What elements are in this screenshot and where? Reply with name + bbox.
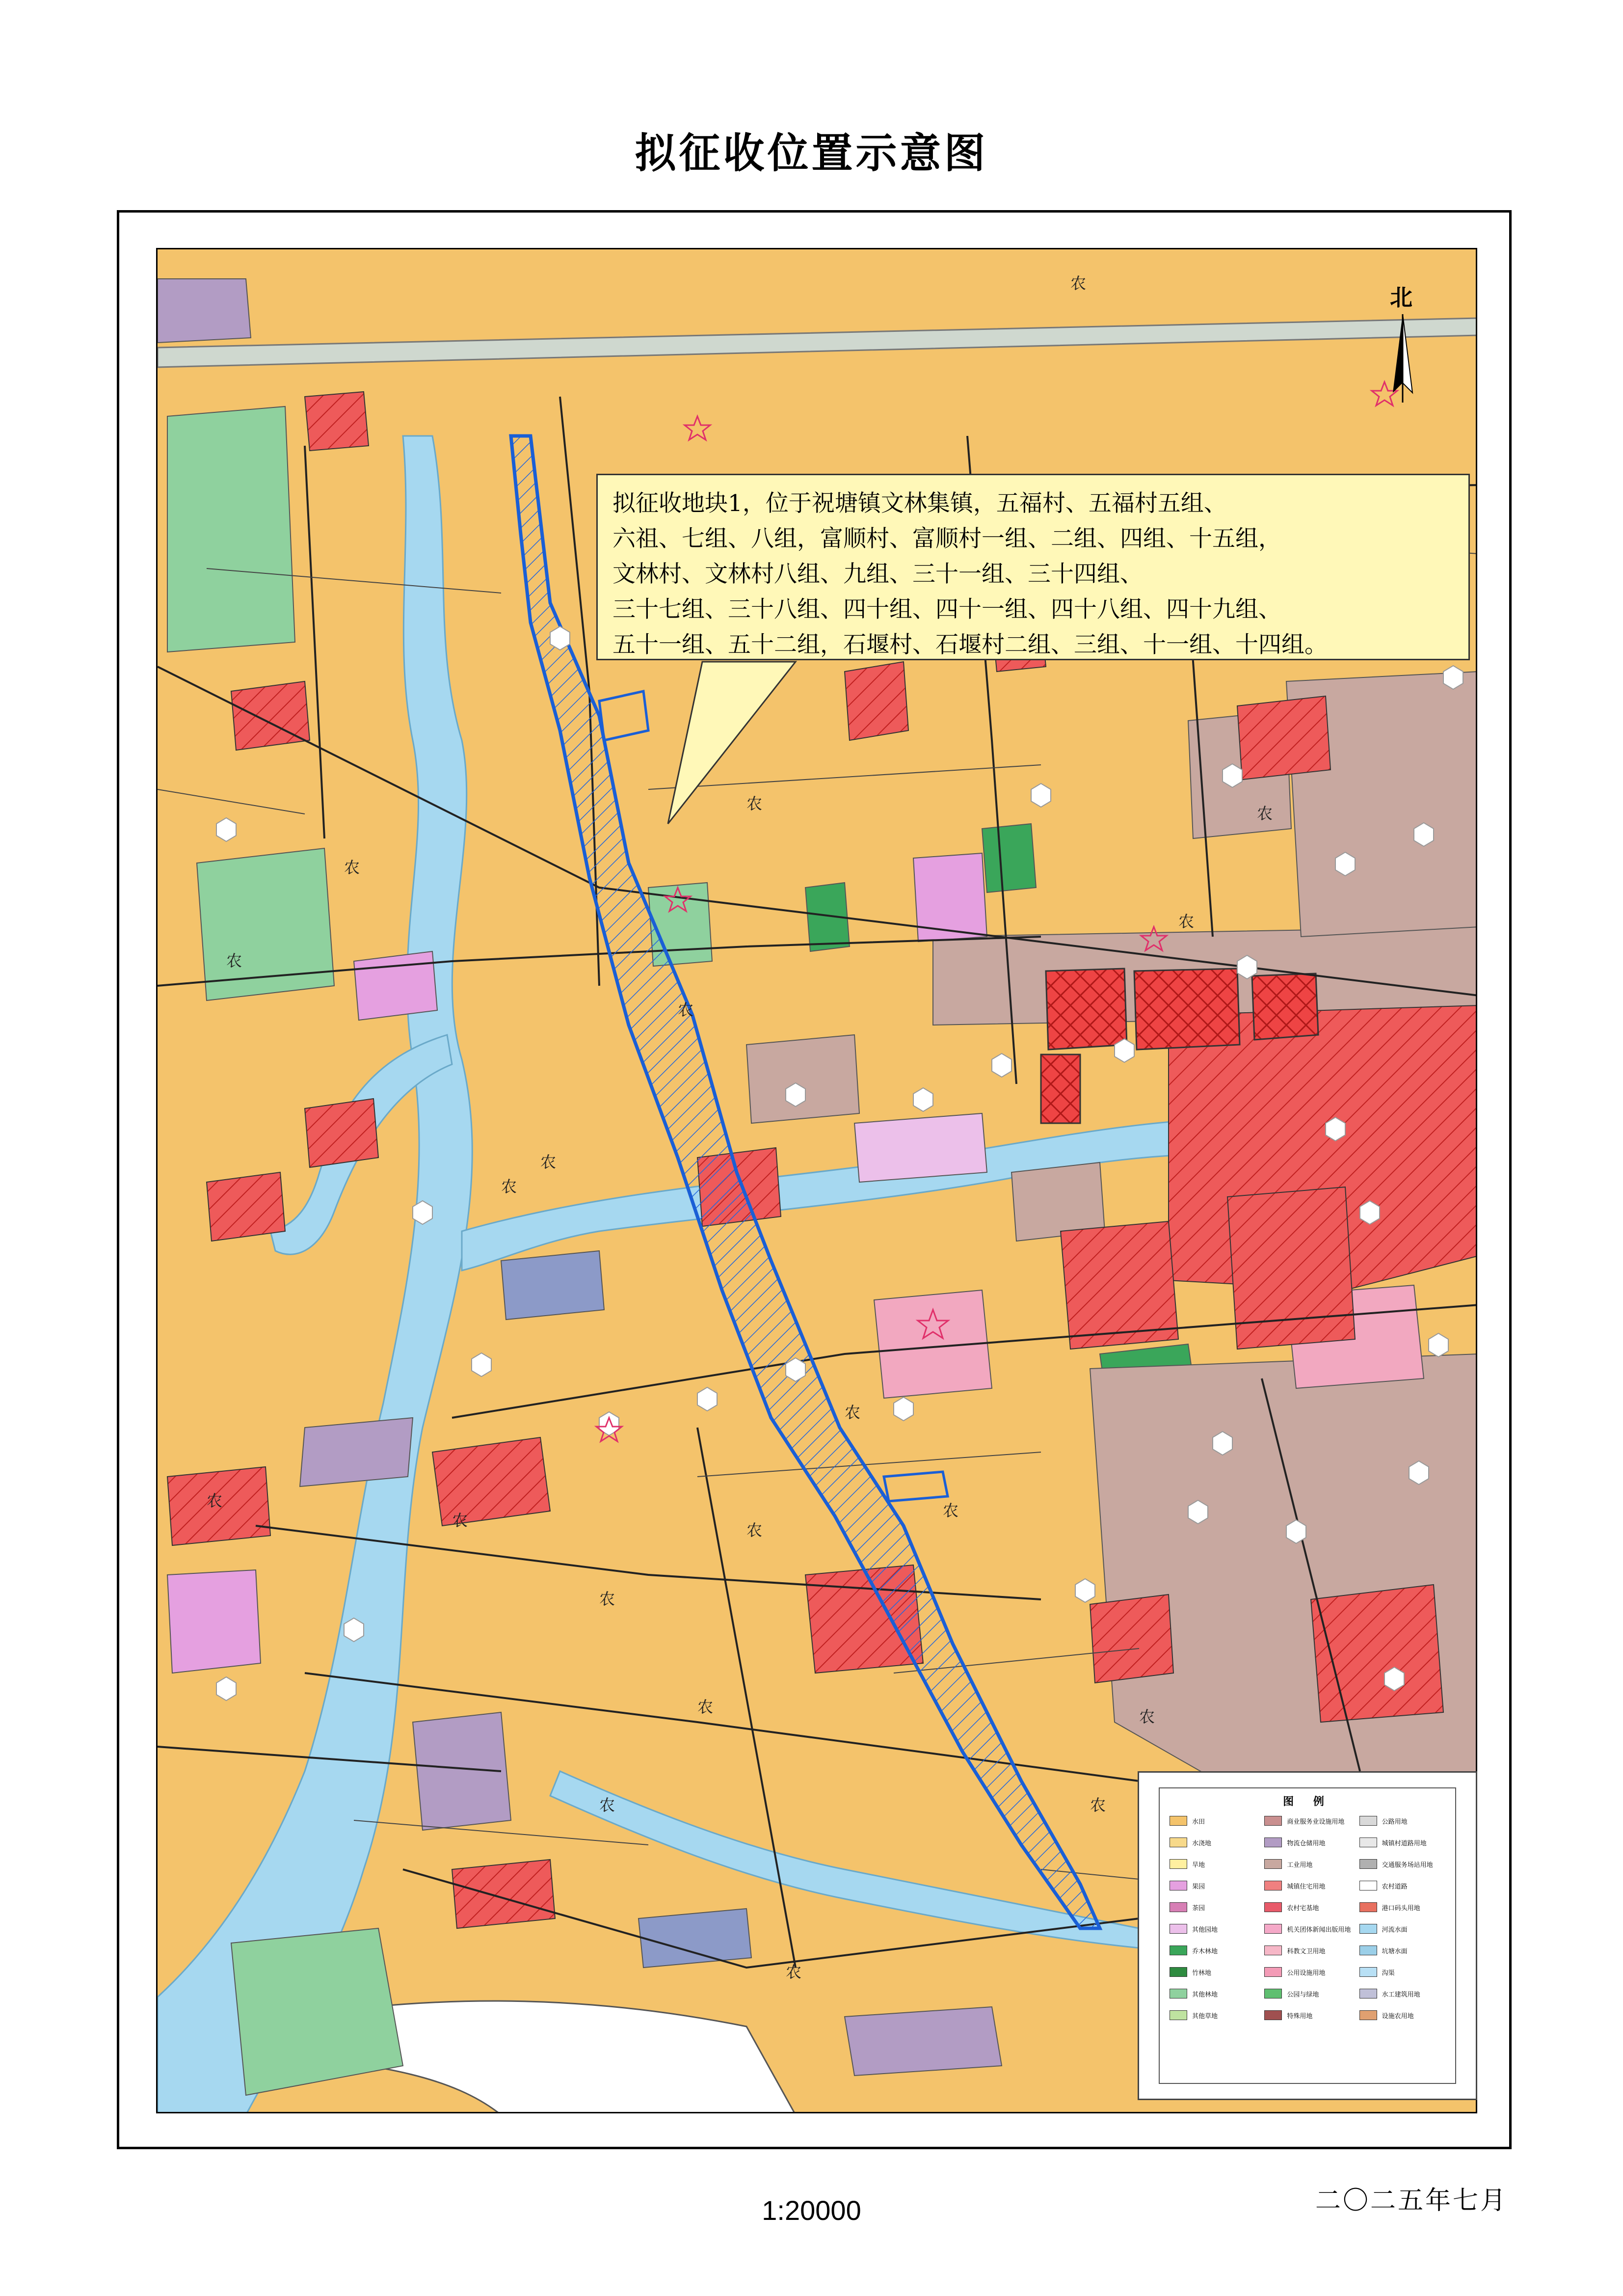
legend-item [1359, 1880, 1450, 1891]
legend-label: 城镇住宅用地 [1287, 1883, 1326, 1891]
legend-label: 港口码头用地 [1382, 1904, 1420, 1912]
legend-swatch [1264, 1837, 1282, 1847]
legend-swatch [1170, 1837, 1187, 1847]
legend-swatch [1170, 1859, 1187, 1869]
legend-frame [1159, 1787, 1456, 2084]
legend-label: 特殊用地 [1287, 2012, 1313, 2020]
legend-label: 科教文卫用地 [1287, 1947, 1326, 1955]
legend-label: 公园与绿地 [1287, 1991, 1319, 1999]
legend-label: 其他园地 [1192, 1926, 1218, 1934]
map-label: 农 [845, 1403, 861, 1422]
legend-swatch [1359, 1881, 1377, 1891]
legend-label: 水工建筑用地 [1382, 1991, 1420, 1999]
legend-item [1264, 1859, 1355, 1869]
legend-item [1359, 1902, 1450, 1913]
legend-label: 沟渠 [1382, 1969, 1395, 1977]
legend-label: 工业用地 [1287, 1861, 1313, 1869]
date-label: 二〇二五年七月 [1315, 2186, 1508, 2215]
parcel-description-callout [596, 474, 1470, 660]
scale-label: 1:20000 [762, 2195, 861, 2226]
map-label: 农 [943, 1501, 959, 1520]
legend-item [1359, 1815, 1450, 1826]
legend-swatch [1170, 1924, 1187, 1934]
map-legend [1138, 1771, 1477, 2100]
legend-item [1264, 1945, 1355, 1956]
legend-swatch [1359, 2010, 1377, 2020]
north-arrow-icon [1388, 285, 1417, 407]
map-label: 农 [540, 1153, 557, 1171]
legend-swatch [1359, 1967, 1377, 1977]
legend-item [1359, 2010, 1450, 2021]
legend-label: 城镇村道路用地 [1382, 1839, 1427, 1847]
legend-label: 竹林地 [1192, 1969, 1212, 1977]
legend-item [1170, 1923, 1260, 1934]
legend-item [1359, 1988, 1450, 1999]
callout-line-1: 拟征收地块1，位于祝塘镇文林集镇，五福村、五福村五组、 [612, 490, 1227, 517]
legend-swatch [1264, 2010, 1282, 2020]
map-label: 农 [1139, 1707, 1155, 1726]
legend-item [1264, 1967, 1355, 1977]
legend-item [1264, 1923, 1355, 1934]
legend-item [1264, 1902, 1355, 1913]
legend-label: 水田 [1192, 1818, 1205, 1826]
map-label: 农 [226, 951, 242, 970]
legend-item [1359, 1967, 1450, 1977]
legend-item [1170, 1945, 1260, 1956]
legend-grid [1170, 1815, 1450, 2021]
callout-line-5: 五十一组、五十二组，石堰村、石堰村二组、三组、十一组、十四组。 [612, 631, 1328, 658]
map-label: 农 [599, 1590, 615, 1608]
legend-item [1170, 2010, 1260, 2021]
map-label: 农 [697, 1698, 714, 1716]
legend-swatch [1264, 1881, 1282, 1891]
legend-item [1170, 1967, 1260, 1977]
legend-label: 水浇地 [1192, 1839, 1212, 1847]
legend-swatch [1264, 1816, 1282, 1826]
legend-swatch [1264, 1989, 1282, 1999]
legend-label: 机关团体新闻出版用地 [1287, 1926, 1351, 1934]
legend-label: 农村道路 [1382, 1883, 1408, 1891]
legend-swatch [1170, 1989, 1187, 1999]
legend-label: 其他草地 [1192, 2012, 1218, 2020]
legend-label: 坑塘水面 [1382, 1947, 1408, 1955]
legend-swatch [1359, 1816, 1377, 1826]
legend-item [1264, 1880, 1355, 1891]
legend-swatch [1359, 1837, 1377, 1847]
legend-item [1170, 1880, 1260, 1891]
legend-swatch [1264, 1859, 1282, 1869]
legend-item [1264, 1815, 1355, 1826]
legend-label: 交通服务场站用地 [1382, 1861, 1433, 1869]
page-title: 拟征收位置示意图 [635, 129, 988, 177]
legend-label: 果园 [1192, 1883, 1205, 1891]
legend-item [1359, 1837, 1450, 1848]
map-label: 农 [452, 1511, 468, 1530]
callout-line-2: 六祖、七组、八组，富顺村、富顺村一组、二组、四组、十五组， [612, 525, 1281, 552]
map-label: 农 [746, 1521, 763, 1540]
legend-item [1359, 1923, 1450, 1934]
legend-swatch [1170, 1902, 1187, 1912]
map-label: 农 [746, 794, 763, 813]
legend-item [1359, 1945, 1450, 1956]
legend-label: 物流仓储用地 [1287, 1839, 1326, 1847]
map-label: 农 [1178, 912, 1195, 931]
legend-label: 乔木林地 [1192, 1947, 1218, 1955]
map-label: 农 [678, 1000, 694, 1019]
legend-swatch [1170, 1945, 1187, 1955]
legend-label: 其他林地 [1192, 1991, 1218, 1999]
legend-swatch [1170, 2010, 1187, 2020]
legend-title: 图 例 [1283, 1795, 1332, 1808]
legend-swatch [1359, 1945, 1377, 1955]
legend-label: 设施农用地 [1382, 2012, 1414, 2020]
legend-swatch [1359, 1924, 1377, 1934]
map-label: 农 [1070, 274, 1087, 293]
legend-swatch [1170, 1816, 1187, 1826]
legend-swatch [1170, 1881, 1187, 1891]
legend-label: 公路用地 [1382, 1818, 1408, 1826]
legend-label: 农村宅基地 [1287, 1904, 1319, 1912]
legend-swatch [1359, 1989, 1377, 1999]
legend-swatch [1264, 1967, 1282, 1977]
legend-item [1264, 2010, 1355, 2021]
legend-label: 旱地 [1192, 1861, 1205, 1869]
legend-label: 河流水面 [1382, 1926, 1408, 1934]
map-label: 农 [501, 1177, 517, 1196]
callout-line-3: 文林村、文林村八组、九组、三十一组、三十四组、 [612, 561, 1143, 588]
legend-item [1170, 1988, 1260, 1999]
map-label: 农 [786, 1963, 802, 1981]
legend-swatch [1264, 1945, 1282, 1955]
legend-item [1264, 1837, 1355, 1848]
map-label: 农 [344, 858, 360, 877]
legend-label: 商业服务业设施用地 [1287, 1818, 1345, 1826]
legend-swatch [1359, 1859, 1377, 1869]
map-label: 农 [1257, 804, 1273, 823]
callout-line-4: 三十七组、三十八组、四十组、四十一组、四十八组、四十九组、 [612, 596, 1281, 623]
legend-label: 公用设施用地 [1287, 1969, 1326, 1977]
map-label: 农 [207, 1491, 223, 1510]
legend-item [1170, 1902, 1260, 1913]
map-label: 农 [599, 1796, 615, 1814]
legend-swatch [1170, 1967, 1187, 1977]
legend-swatch [1264, 1902, 1282, 1912]
legend-item [1170, 1859, 1260, 1869]
legend-item [1170, 1837, 1260, 1848]
legend-swatch [1264, 1924, 1282, 1934]
map-label: 农 [1090, 1796, 1106, 1814]
legend-swatch [1359, 1902, 1377, 1912]
north-label: 北 [1390, 284, 1412, 311]
legend-item [1359, 1859, 1450, 1869]
legend-item [1170, 1815, 1260, 1826]
legend-item [1264, 1988, 1355, 1999]
legend-label: 茶园 [1192, 1904, 1205, 1912]
